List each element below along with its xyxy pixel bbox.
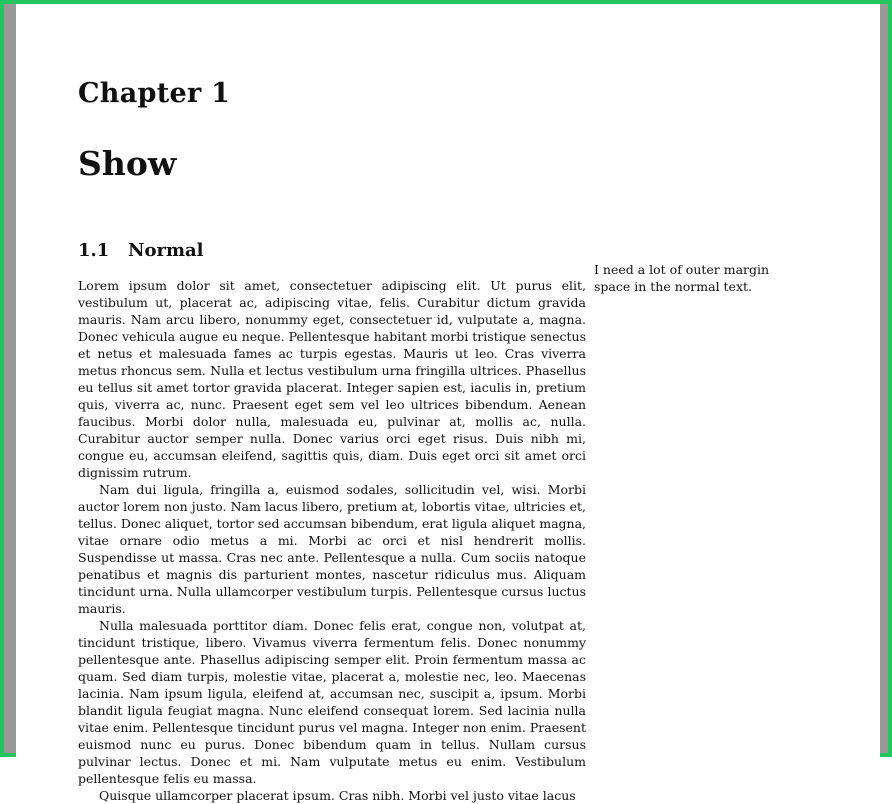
chapter-title: Show xyxy=(78,144,177,183)
paragraph: Quisque ullamcorper placerat ipsum. Cras nibh. Morbi vel justo vitae lacus xyxy=(99,788,576,803)
section-number: 1.1 xyxy=(78,240,110,261)
margin-note: I need a lot of outer margin space in the normal text. xyxy=(594,262,770,294)
section-heading xyxy=(78,240,204,261)
chapter-label: Chapter 1 xyxy=(78,78,231,109)
body-text xyxy=(78,277,586,804)
paragraph: Lorem ipsum dolor sit amet, consectetuer adipiscing elit. Ut purus elit, vestibulum ut, placerat ac, adipiscing vitae, felis. Curabitur dictum gravida mauris. Nam arcu libero, nonummy eget, consectetuer id, vulputate a, magna. Donec vehicula augue eu neque. Pellentesque habitant morbi tristique senectus et netus et malesuada fames ac turpis egestas. Mauris ut leo. Cras viverra metus rhoncus sem. Nulla et lectus vestibulum urna fringilla ultrices. Phasellus eu tellus sit amet tortor gravida placerat. Integer sapien est, iaculis in, pretium quis, viverra ac, nunc. Praesent eget sem vel leo ultrices bibendum. Aenean faucibus. Morbi dolor nulla, malesuada eu, pulvinar at, mollis ac, nulla. Curabitur auctor semper nulla. Donec varius orci eget risus. Duis nibh mi, congue eu, accumsan eleifend, sagittis quis, diam. Duis eget orci sit amet orci dignissim rutrum. xyxy=(78,278,586,480)
paragraph: Nulla malesuada porttitor diam. Donec felis erat, congue non, volutpat at, tincidunt tristique, libero. Vivamus viverra fermentum felis. Donec nonummy pellentesque ante. Phasellus adipiscing semper elit. Proin fermentum massa ac quam. Sed diam turpis, molestie vitae, placerat a, molestie nec, leo. Maecenas lacinia. Nam ipsum ligula, eleifend at, accumsan nec, suscipit a, ipsum. Morbi blandit ligula feugiat magna. Nunc eleifend consequat lorem. Sed lacinia nulla vitae enim. Pellentesque tincidunt purus vel magna. Integer non enim. Praesent euismod nunc eu purus. Donec bibendum quam in tellus. Nullam cursus pulvinar lectus. Donec et mi. Nam vulputate metus eu enim. Vestibulum pellentesque felis eu massa. xyxy=(78,618,586,786)
paragraph: Nam dui ligula, fringilla a, euismod sodales, sollicitudin vel, wisi. Morbi auctor lorem non justo. Nam lacus libero, pretium at, lobortis vitae, ultricies et, tellus. Donec aliquet, tortor sed accumsan bibendum, erat ligula aliquet magna, vitae ornare odio metus a mi. Morbi ac orci et nisl hendrerit mollis. Suspendisse ut massa. Cras nec ante. Pellentesque a nulla. Cum sociis natoque penatibus et magnis dis parturient montes, nascetur ridiculus mus. Aliquam tincidunt urna. Nulla ullamcorper vestibulum turpis. Pellentesque cursus luctus mauris. xyxy=(78,482,586,616)
section-title: Normal xyxy=(128,240,204,261)
document-page xyxy=(16,4,880,803)
